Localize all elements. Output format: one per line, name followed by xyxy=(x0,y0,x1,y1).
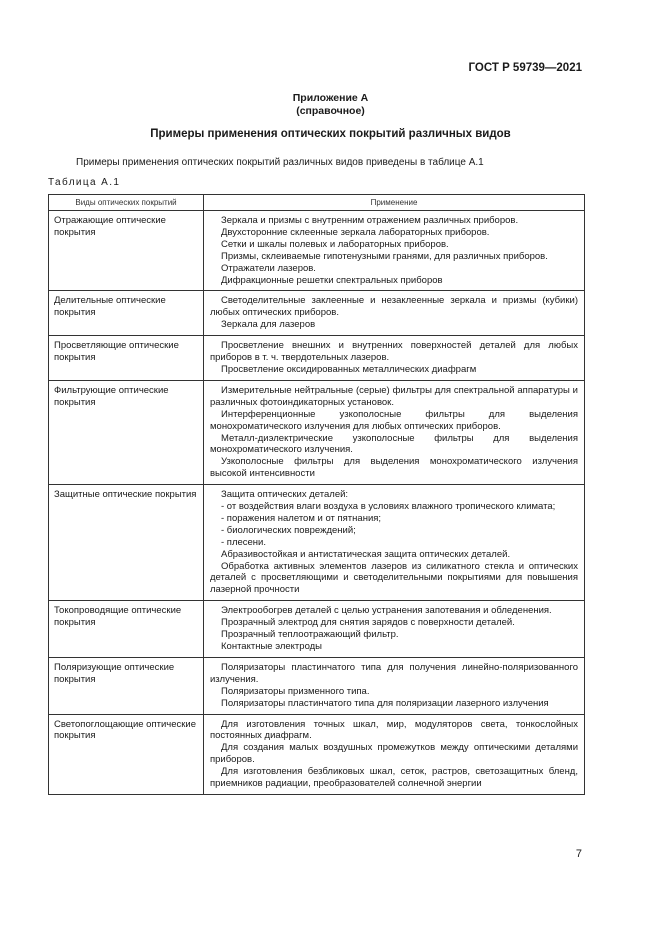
application-line: Сетки и шкалы полевых и лабораторных приборов. xyxy=(221,238,449,250)
coating-type-cell: Светопоглощающие оптические покрытия xyxy=(49,714,204,794)
coating-type-cell: Делительные оптические покрытия xyxy=(49,291,204,336)
table-header-row xyxy=(49,195,585,211)
application-line: Защита оптических деталей: xyxy=(221,489,349,501)
application-cell xyxy=(204,291,585,336)
application-cell xyxy=(204,485,585,601)
application-cell xyxy=(204,657,585,714)
application-line: Двухсторонние склеенные зеркала лабораторных приборов. xyxy=(221,226,490,238)
application-line: Дифракционные решетки спектральных приборов xyxy=(221,274,443,286)
application-line: Прозрачный теплоотражающий фильтр. xyxy=(221,629,399,641)
application-line: Для создания малых воздушных промежутков между оптическими деталями приборов. xyxy=(210,742,578,766)
application-line: Просветление внешних и внутренних поверхностей деталей для любых приборов в т. ч. твердотельных лазеров. xyxy=(210,340,578,364)
table-row xyxy=(49,485,585,601)
application-cell xyxy=(204,601,585,658)
annex-subtitle: (справочное) xyxy=(296,105,365,117)
application-line: Призмы, склеиваемые гипотенузными гранями, для различных приборов. xyxy=(221,250,548,262)
application-line: Отражатели лазеров. xyxy=(221,262,316,274)
coating-type-cell: Просветляющие оптические покрытия xyxy=(49,336,204,381)
coating-type-cell: Поляризующие оптические покрытия xyxy=(49,657,204,714)
application-line: Зеркала и призмы с внутренним отражением различных приборов. xyxy=(221,215,519,226)
table-row xyxy=(49,380,585,484)
application-line: Электрообогрев деталей с целью устранения запотевания и обледенения. xyxy=(221,605,552,617)
table-row xyxy=(49,601,585,658)
application-cell xyxy=(204,380,585,484)
application-line: - биологических повреждений; xyxy=(221,524,356,536)
table-row xyxy=(49,336,585,381)
annex-heading xyxy=(0,92,661,118)
table-row xyxy=(49,657,585,714)
application-cell xyxy=(204,714,585,794)
application-cell xyxy=(204,336,585,381)
application-line: Светоделительные заклеенные и незаклеенные зеркала и призмы (кубики) любых оптических приборов. xyxy=(210,295,578,319)
annex-title: Приложение А xyxy=(292,92,369,104)
application-line: Узкополосные фильтры для выделения монохроматического излучения высокой интенсивности xyxy=(210,456,578,480)
coating-type-cell: Отражающие оптические покрытия xyxy=(49,211,204,291)
coating-type-cell: Защитные оптические покрытия xyxy=(49,485,204,601)
coating-type-cell: Токопроводящие оптические покрытия xyxy=(49,601,204,658)
standard-designation: ГОСТ Р 59739—2021 xyxy=(468,62,582,74)
column-header-application: Применение xyxy=(204,195,585,211)
intro-paragraph: Примеры применения оптических покрытий различных видов приведены в таблице А.1 xyxy=(76,157,484,168)
table-row xyxy=(49,211,585,291)
application-cell xyxy=(204,211,585,291)
application-line: - от воздействия влаги воздуха в условиях влажного тропического климата; xyxy=(221,501,556,513)
section-title: Примеры применения оптических покрытий различных видов xyxy=(150,128,511,140)
coating-type-cell: Фильтрующие оптические покрытия xyxy=(49,380,204,484)
application-line: Измерительные нейтральные (серые) фильтры для спектральной аппаратуры и различных фотоиндикаторных установок. xyxy=(210,384,578,408)
table-row xyxy=(49,291,585,336)
application-line: Для изготовления безбликовых шкал, сеток, растров, светозащитных бленд, приемников радиации, преобразователей солнечной энергии xyxy=(210,766,578,790)
table-label: Таблица А.1 xyxy=(48,177,121,188)
application-line: Прозрачный электрод для снятия зарядов с поверхности деталей. xyxy=(221,617,515,629)
table-row xyxy=(49,714,585,794)
application-line: Зеркала для лазеров xyxy=(221,319,316,331)
column-header-coating-type: Виды оптических покрытий xyxy=(49,195,204,211)
application-line: Поляризаторы пластинчатого типа для поляризации лазерного излучения xyxy=(221,697,549,709)
application-line: Интерференционные узкополосные фильтры для выделения монохроматического излучения для любых оптических приборов. xyxy=(210,408,578,432)
table-body xyxy=(49,211,585,795)
coatings-table xyxy=(48,194,585,795)
application-line: Поляризаторы пластинчатого типа для получения линейно-поляризованного излучения. xyxy=(210,661,578,685)
application-line: Обработка активных элементов лазеров из силикатного стекла и оптических деталей с просветляющими и светоделительными покрытиями для повышения лазерной прочности xyxy=(210,560,578,596)
application-line: Металл-диэлектрические узкополосные фильтры для выделения монохроматического излучения. xyxy=(210,432,578,456)
application-line: - поражения налетом и от пятнания; xyxy=(221,512,382,524)
application-line: Поляризаторы призменного типа. xyxy=(221,685,370,697)
page-number: 7 xyxy=(575,848,582,860)
application-line: - плесени. xyxy=(221,536,266,548)
application-line: Контактные электроды xyxy=(221,641,323,652)
application-line: Для изготовления точных шкал, мир, модуляторов света, тонкослойных постоянных диафрагм. xyxy=(210,718,578,742)
application-line: Просветление оксидированных металлических диафрагм xyxy=(221,363,477,375)
application-line: Абразивостойкая и антистатическая защита оптических деталей. xyxy=(221,548,511,560)
